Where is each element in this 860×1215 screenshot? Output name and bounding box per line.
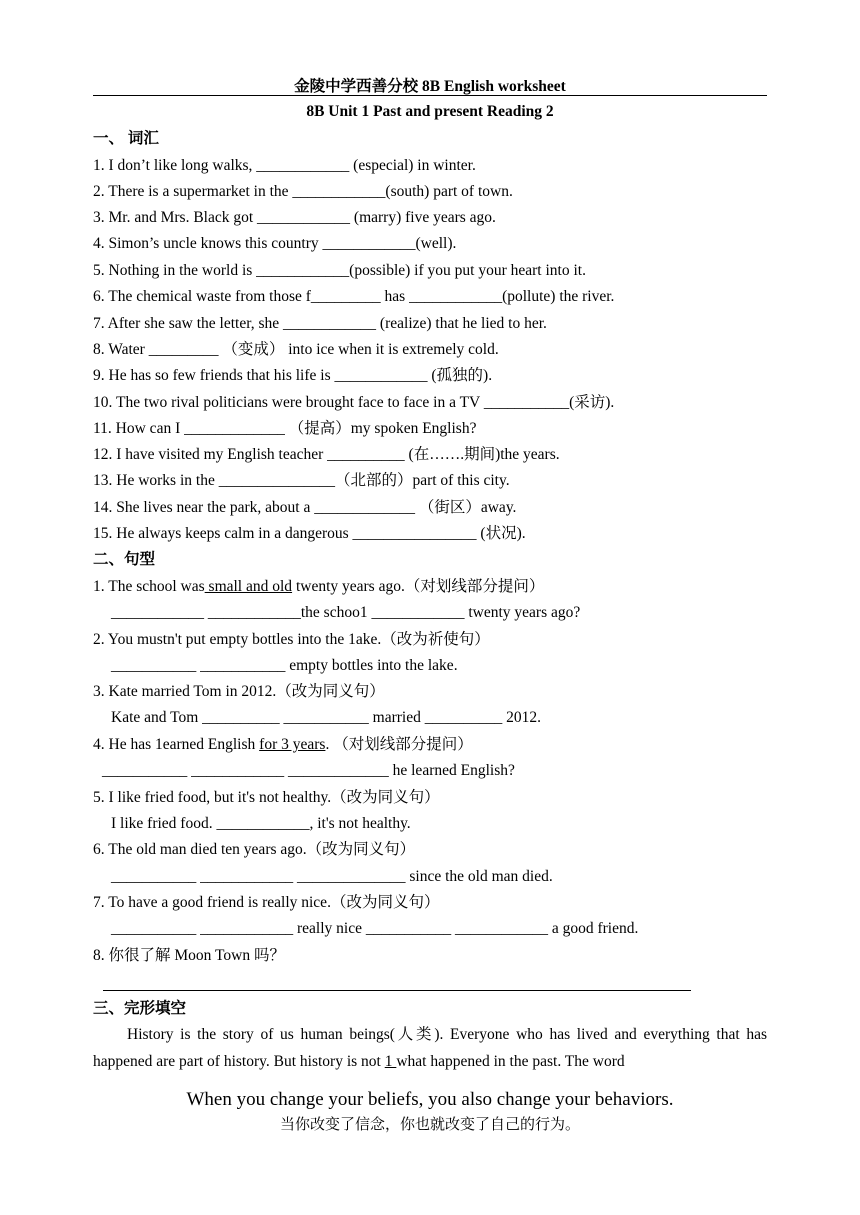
vocab-item: 12. I have visited my English teacher __________ (在…….期间)the years. <box>93 446 560 463</box>
vocab-item: 3. Mr. and Mrs. Black got ____________ (marry) five years ago. <box>93 209 496 226</box>
sentence-question: 2. You mustn't put empty bottles into the 1ake.（改为祈使句） <box>93 631 490 648</box>
sentence-answer: I like fried food. ____________, it's not healthy. <box>111 815 411 832</box>
cloze-text-pre: History is the story of us human beings(人类). Everyone who has lived and everything that has happened are part of history. But history is not <box>93 1026 767 1070</box>
sentence-question <box>93 735 473 755</box>
vocab-item: 15. He always keeps calm in a dangerous ________________ (状况). <box>93 525 526 542</box>
header-divider <box>93 95 767 96</box>
sentence-question <box>93 577 544 597</box>
q1-text-pre: 1. The school was <box>93 578 205 595</box>
section-vocabulary-heading: 一、 词汇 <box>93 130 159 147</box>
cloze-blank-1: 1 <box>384 1052 397 1070</box>
sentence-answer: Kate and Tom __________ ___________ married __________ 2012. <box>111 709 541 726</box>
q1-underlined: small and old <box>204 578 293 595</box>
q4-text-pre: 4. He has 1earned English <box>93 736 260 753</box>
footer-quote-en: When you change your beliefs, you also change your behaviors. <box>186 1089 674 1110</box>
sentence-question: 6. The old man died ten years ago.（改为同义句） <box>93 841 416 858</box>
cloze-text-post: what happened in the past. The word <box>396 1052 625 1070</box>
answer-line <box>103 990 691 991</box>
cloze-paragraph <box>93 1022 767 1075</box>
sentence-question: 8. 你很了解 Moon Town 吗？ <box>93 947 285 964</box>
sentence-answer: ___________ ___________ empty bottles into the lake. <box>111 657 458 674</box>
footer-quote-zh: 当你改变了信念，你也就改变了自己的行为。 <box>279 1115 580 1133</box>
q4-underlined: for 3 years <box>259 736 326 753</box>
sentence-question: 7. To have a good friend is really nice.（改为同义句） <box>93 894 440 911</box>
worksheet-subtitle: 8B Unit 1 Past and present Reading 2 <box>306 103 554 120</box>
vocab-item: 5. Nothing in the world is ____________(possible) if you put your heart into it. <box>93 262 586 279</box>
q4-text-post: . （对划线部分提问） <box>325 736 473 753</box>
vocab-item: 13. He works in the _______________（北部的）part of this city. <box>93 472 510 489</box>
sentence-answer: ___________ ____________ really nice ___________ ____________ a good friend. <box>111 920 639 937</box>
vocab-item: 11. How can I _____________ （提高）my spoken English? <box>93 420 477 437</box>
vocab-item: 14. She lives near the park, about a _____________ （街区）away. <box>93 499 517 516</box>
sentence-answer: ___________ ____________ _____________ he learned English? <box>102 762 515 779</box>
vocab-item: 8. Water _________ （变成） into ice when it is extremely cold. <box>93 341 499 358</box>
sentence-question: 5. I like fried food, but it's not healthy.（改为同义句） <box>93 789 440 806</box>
sentence-answer: ___________ ____________ ______________ since the old man died. <box>111 868 553 885</box>
sentence-answer: ____________ ____________the schoo1 ____________ twenty years ago? <box>111 604 581 621</box>
vocab-item: 2. There is a supermarket in the ____________(south) part of town. <box>93 183 513 200</box>
vocab-item: 7. After she saw the letter, she ____________ (realize) that he lied to her. <box>93 315 547 332</box>
vocab-item: 4. Simon’s uncle knows this country ____________(well). <box>93 235 457 252</box>
sentence-question: 3. Kate married Tom in 2012.（改为同义句） <box>93 683 385 700</box>
worksheet-title: 金陵中学西善分校 8B English worksheet <box>294 78 566 95</box>
section-cloze-heading: 三、完形填空 <box>93 1000 187 1017</box>
vocab-item: 9. He has so few friends that his life is ____________ (孤独的). <box>93 367 493 384</box>
vocab-item: 1. I don’t like long walks, ____________ (especial) in winter. <box>93 157 476 174</box>
section-sentence-heading: 二、句型 <box>93 551 156 568</box>
vocab-item: 10. The two rival politicians were brought face to face in a TV ___________(采访). <box>93 394 615 411</box>
vocab-item: 6. The chemical waste from those f_________ has ____________(pollute) the river. <box>93 288 615 305</box>
q1-text-post: twenty years ago.（对划线部分提问） <box>292 578 545 595</box>
